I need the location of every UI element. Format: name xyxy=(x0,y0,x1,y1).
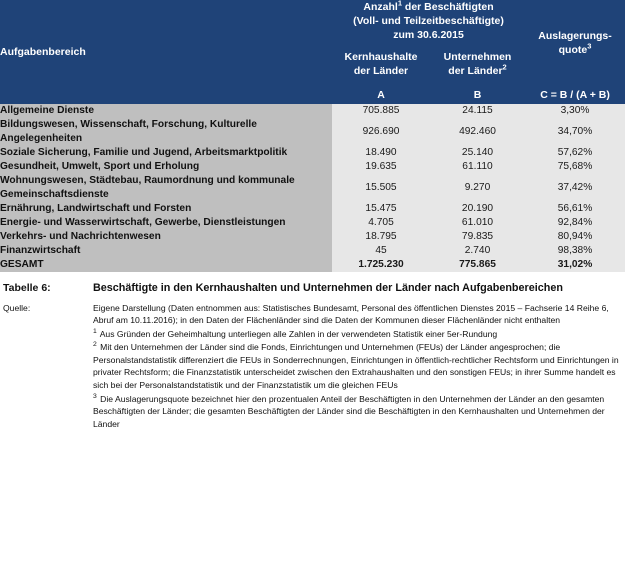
cell-b: 775.865 xyxy=(430,258,525,272)
source-block xyxy=(3,302,622,431)
row-label: Gesundheit, Umwelt, Sport und Erholung xyxy=(0,160,332,174)
table-row xyxy=(0,244,625,258)
source-text-body xyxy=(93,302,622,431)
table-body xyxy=(0,104,625,272)
table-row xyxy=(0,160,625,174)
row-label: Finanzwirtschaft xyxy=(0,244,332,258)
header-kernhaushalte-line2: der Länder xyxy=(353,65,409,77)
cell-c: 92,84% xyxy=(525,216,625,230)
header-kernhaushalte-line1: Kernhaushalte xyxy=(344,51,418,63)
source-key: Quelle: xyxy=(3,302,31,313)
cell-b: 25.140 xyxy=(430,146,525,160)
row-label: GESAMT xyxy=(0,258,332,272)
cell-c: 3,30% xyxy=(525,104,625,118)
cell-a: 926.690 xyxy=(332,118,430,146)
header-anzahl-line2: (Voll- und Teilzeitbeschäftigte) xyxy=(353,15,504,27)
source-text: Eigene Darstellung (Daten entnommen aus: Statistisches Bundesamt, Personal des öffentlichen Dienstes 2015 – Fachserie 14 Reihe 6, Abruf am 10.11.2016); in den Daten der Flächenländer sind die Daten der Kommunen dieser Flächenländer nicht enthalten xyxy=(93,302,609,326)
caption-block xyxy=(0,281,622,430)
table-row xyxy=(0,118,625,146)
header-row-group xyxy=(0,0,625,42)
table-row xyxy=(0,174,625,202)
cell-a: 15.475 xyxy=(332,202,430,216)
cell-a: 705.885 xyxy=(332,104,430,118)
footnote-1 xyxy=(93,328,622,341)
footnote-3 xyxy=(93,393,622,431)
header-code-c: C = B / (A + B) xyxy=(525,86,625,104)
cell-c: 80,94% xyxy=(525,230,625,244)
row-label: Soziale Sicherung, Familie und Jugend, Arbeitsmarktpolitik xyxy=(0,146,332,160)
cell-a: 1.725.230 xyxy=(332,258,430,272)
cell-b: 61.110 xyxy=(430,160,525,174)
row-label: Bildungswesen, Wissenschaft, Forschung, Kulturelle Angelegenheiten xyxy=(0,118,332,146)
cell-c: 37,42% xyxy=(525,174,625,202)
cell-c: 75,68% xyxy=(525,160,625,174)
table-row xyxy=(0,258,625,272)
header-anzahl-group xyxy=(332,0,525,42)
footnote-text: Die Auslagerungsquote bezeichnet hier den prozentualen Anteil der Beschäftigten in den Unternehmen der Länder an den gesamten Beschäftigten der Länder; die gesamten Beschäftigten der Länder sind die Beschäftigten in den Kernhaushalten und Unternehmen der Länder xyxy=(93,393,605,429)
row-label: Allgemeine Dienste xyxy=(0,104,332,118)
table-row xyxy=(0,202,625,216)
header-code-b: B xyxy=(430,86,525,104)
header-auslagerungsquote xyxy=(525,0,625,86)
header-kernhaushalte xyxy=(332,42,430,86)
cell-b: 79.835 xyxy=(430,230,525,244)
cell-a: 18.490 xyxy=(332,146,430,160)
footnote-2 xyxy=(93,341,622,391)
footnote-marker-3: 3 xyxy=(587,41,592,51)
caption-key: Tabelle 6: xyxy=(3,282,51,294)
footnote-marker-2: 2 xyxy=(502,62,507,72)
table-row xyxy=(0,104,625,118)
header-quote-line2: quote xyxy=(558,44,588,56)
header-quote-line1: Auslagerungs- xyxy=(538,30,612,42)
table-header xyxy=(0,0,625,104)
header-anzahl-line1: Anzahl xyxy=(363,1,398,13)
row-label: Energie- und Wasserwirtschaft, Gewerbe, Dienstleistungen xyxy=(0,216,332,230)
cell-a: 15.505 xyxy=(332,174,430,202)
row-label: Wohnungswesen, Städtebau, Raumordnung und kommunale Gemeinschaftsdienste xyxy=(0,174,332,202)
cell-a: 45 xyxy=(332,244,430,258)
footnote-text: Aus Gründen der Geheimhaltung unterliegen alle Zahlen in der verwendeten Statistik einer 5er-Rundung xyxy=(97,328,498,339)
header-aufgabenbereich-label: Aufgabenbereich xyxy=(0,46,86,58)
cell-c: 34,70% xyxy=(525,118,625,146)
cell-b: 9.270 xyxy=(430,174,525,202)
caption-text: Beschäftigte in den Kernhaushalten und Unternehmen der Länder nach Aufgabenbereichen xyxy=(93,282,563,294)
table-caption xyxy=(3,281,622,296)
cell-b: 61.010 xyxy=(430,216,525,230)
footnote-marker-1: 1 xyxy=(397,0,402,8)
header-unternehmen-line2: der Länder xyxy=(448,65,503,77)
header-anzahl-line3: zum 30.6.2015 xyxy=(393,29,464,41)
cell-a: 4.705 xyxy=(332,216,430,230)
header-aufgabenbereich xyxy=(0,0,332,104)
header-anzahl-line1b: der Beschäftigten xyxy=(402,1,494,13)
cell-a: 18.795 xyxy=(332,230,430,244)
footnote-marker: 1 xyxy=(93,327,97,335)
row-label: Ernährung, Landwirtschaft und Forsten xyxy=(0,202,332,216)
cell-c: 98,38% xyxy=(525,244,625,258)
header-unternehmen xyxy=(430,42,525,86)
cell-c: 56,61% xyxy=(525,202,625,216)
cell-c: 31,02% xyxy=(525,258,625,272)
table-row xyxy=(0,230,625,244)
header-code-a: A xyxy=(332,86,430,104)
cell-b: 492.460 xyxy=(430,118,525,146)
table-row xyxy=(0,146,625,160)
cell-b: 2.740 xyxy=(430,244,525,258)
cell-b: 24.115 xyxy=(430,104,525,118)
employment-data-table xyxy=(0,0,625,272)
footnote-marker: 3 xyxy=(93,392,97,400)
table-row xyxy=(0,216,625,230)
cell-b: 20.190 xyxy=(430,202,525,216)
row-label: Verkehrs- und Nachrichtenwesen xyxy=(0,230,332,244)
cell-c: 57,62% xyxy=(525,146,625,160)
footnote-text: Mit den Unternehmen der Länder sind die Fonds, Einrichtungen und Unternehmen (FEUs) der Länder angesprochen; die Personalstandstatistik differenziert die FEUs in Sonderrechnungen, Einrichtungen in öffentlich-rechtlicher Rechtsform und Einrichtungen in privater Rechtsform; die Finanzstatistik unterscheidet zwischen den Extrahaushalten und den sonstigen FEUs; in ihrer Summe handelt es sich bei der Personalstandstatistik und der Finanzstatistik um die gleichen FEUs xyxy=(93,342,619,391)
footnote-marker: 2 xyxy=(93,341,97,349)
cell-a: 19.635 xyxy=(332,160,430,174)
header-unternehmen-line1: Unternehmen xyxy=(443,51,512,63)
